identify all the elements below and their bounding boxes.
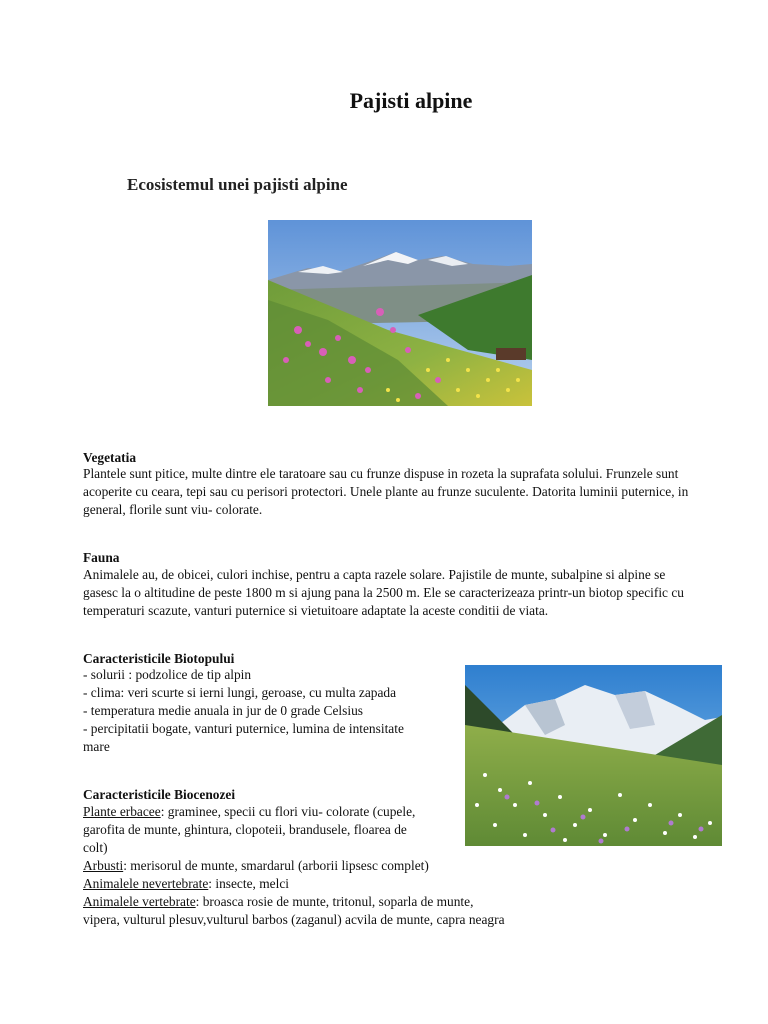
vegetatia-line: Plantele sunt pitice, multe dintre ele taratoare sau cu frunze dispuse in rozeta la suprafata solului. Frunzele sunt bbox=[83, 466, 679, 481]
nevertebrate-line bbox=[83, 875, 505, 893]
vegetatia-line: acoperite cu ceara, tepi sau cu perisori protectori. Unele plante au frunze suculente. Datorita luminii puternice, in bbox=[83, 484, 689, 499]
fauna-heading: Fauna bbox=[83, 550, 120, 565]
vegetatia-line: general, florile sunt viu- colorate. bbox=[83, 502, 263, 517]
biotop-item: - temperatura medie anuala in jur de 0 grade Celsius bbox=[83, 703, 363, 718]
vegetatia-heading: Vegetatia bbox=[83, 450, 137, 465]
plante-erbacee-cont: garofita de munte, ghintura, clopoteii, brandusele, floarea de bbox=[83, 822, 407, 837]
vertebrate-cont: vipera, vulturul plesuv,vulturul barbos (zaganul) acvila de munte, capra neagra bbox=[83, 912, 505, 927]
arbusti-text: : merisorul de munte, smardarul (arborii lipsesc complet) bbox=[123, 858, 429, 873]
biotop-item: - percipitatii bogate, vanturi puternice, lumina de intensitate bbox=[83, 721, 404, 736]
fauna-paragraph bbox=[83, 566, 684, 620]
biotop-item: - clima: veri scurte si ierni lungi, geroase, cu multa zapada bbox=[83, 685, 397, 700]
vertebrate-line bbox=[83, 893, 505, 911]
fauna-line: Animalele au, de obicei, culori inchise, pentru a capta razele solare. Pajistile de munte, subalpine si alpine se bbox=[83, 567, 666, 582]
fauna-line: temperaturi scazute, vanturi puternice si vietuitoare adaptate la aceste conditii de viata. bbox=[83, 603, 549, 618]
page-title: Pajisti alpine bbox=[349, 88, 473, 113]
plante-erbacee-label: Plante erbacee bbox=[83, 804, 161, 819]
nevertebrate-text: : insecte, melci bbox=[208, 876, 289, 891]
fauna-line: gasesc la o altitudine de peste 1800 m si ajung pana la 2500 m. Ele se caracterizeaza printr-un biotop specific cu bbox=[83, 585, 684, 600]
biotop-item: - solurii : podzolice de tip alpin bbox=[83, 667, 252, 682]
biotop-heading: Caracteristicile Biotopului bbox=[83, 651, 235, 666]
section-subtitle: Ecosistemul unei pajisti alpine bbox=[127, 175, 348, 194]
biotop-item: mare bbox=[83, 739, 110, 754]
biocenoza-heading: Caracteristicile Biocenozei bbox=[83, 787, 236, 802]
vertebrate-text: : broasca rosie de munte, tritonul, soparla de munte, bbox=[195, 894, 474, 909]
plante-erbacee-text: : graminee, specii cu flori viu- colorate (cupele, bbox=[160, 804, 416, 819]
vegetatia-paragraph bbox=[83, 465, 688, 519]
arbusti-line bbox=[83, 857, 505, 875]
nevertebrate-label: Animalele nevertebrate bbox=[83, 876, 209, 891]
biotop-list bbox=[83, 666, 404, 756]
vertebrate-label: Animalele vertebrate bbox=[83, 894, 196, 909]
plante-erbacee-line bbox=[83, 803, 505, 821]
biocenoza-list bbox=[83, 803, 505, 929]
plante-erbacee-cont: colt) bbox=[83, 840, 108, 855]
arbusti-label: Arbusti bbox=[83, 858, 124, 873]
alpine-meadow-photo bbox=[268, 220, 532, 406]
